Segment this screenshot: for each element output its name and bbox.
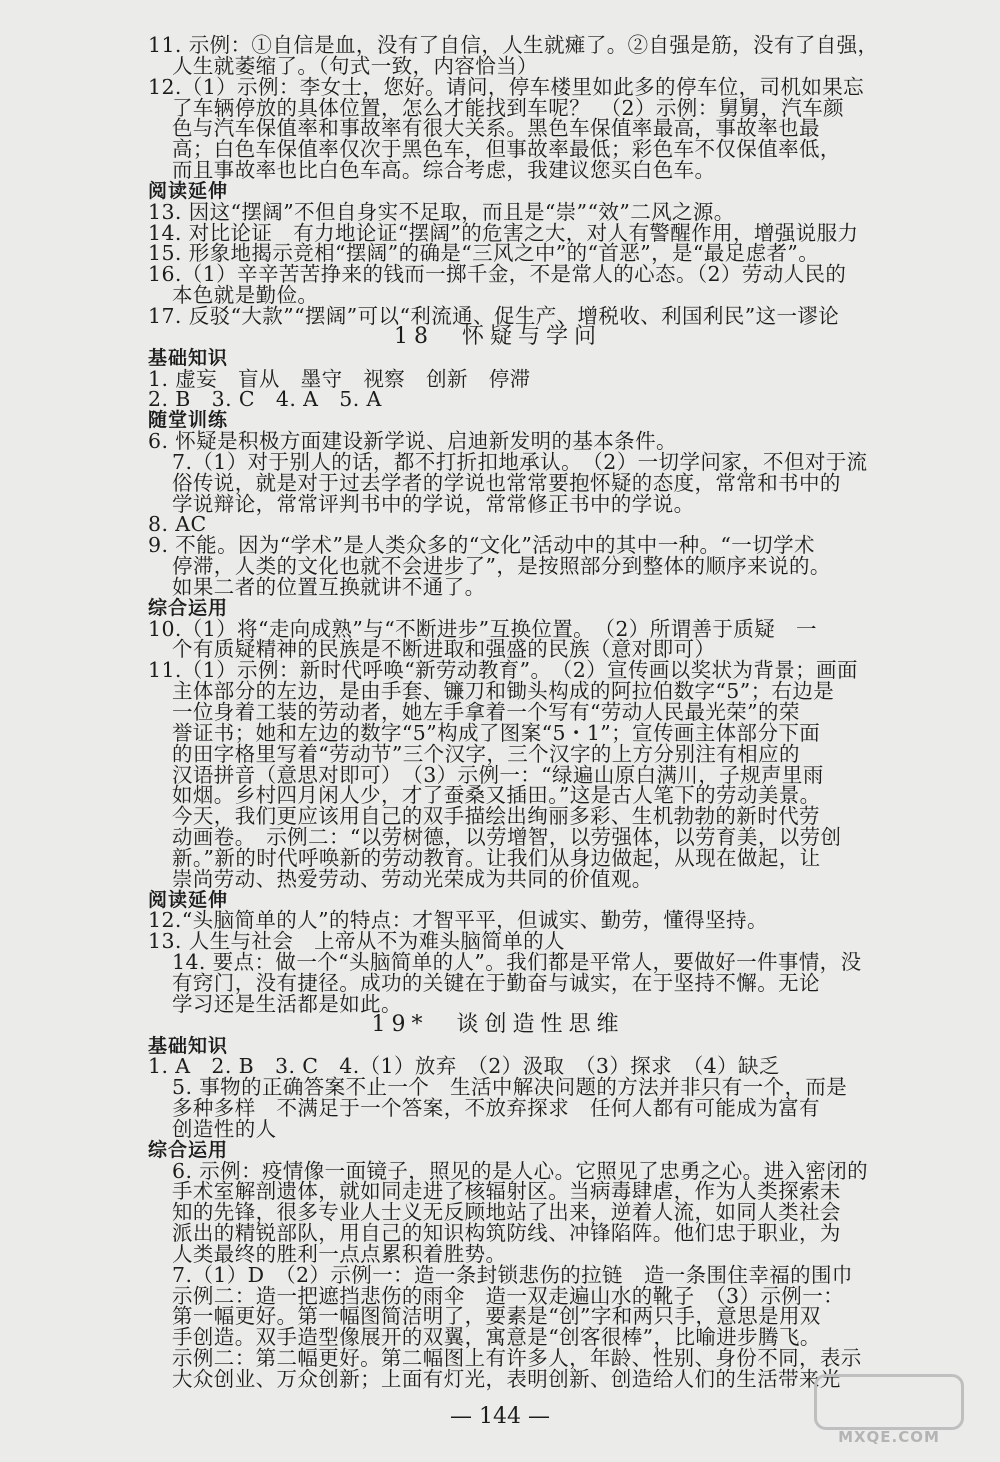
answer-line: 手创造。双手造型像展开的双翼，寓意是“创客很棒”，比喻进步腾飞。 — [172, 1325, 821, 1350]
subsection-heading: 阅读延伸 — [148, 888, 229, 911]
answer-line: 6. 示例：疫情像一面镜子，照见的是人心。它照见了忠勇之心。进入密闭的 — [172, 1158, 869, 1183]
answer-line: 示例二：造一把遮挡悲伤的雨伞 造一双走遍山水的靴子 （3）示例一： — [172, 1283, 844, 1308]
answer-line: 5. 事物的正确答案不止一个 生活中解决问题的方法并非只有一个，而是 — [172, 1075, 848, 1100]
answer-line: 了车辆停放的具体位置，怎么才能找到车呢？ （2）示例：舅舅，汽车颜 — [172, 95, 844, 120]
answer-line: 今天，我们更应该用自己的双手描绘出绚丽多彩、生机勃勃的新时代劳 — [172, 804, 820, 829]
answer-line: 13. 因这“摆阔”不但自身实不足取，而且是“崇”“效”二风之源。 — [148, 199, 735, 224]
answer-line: 有窍门，没有捷径。成功的关键在于勤奋与诚实，在于坚持不懈。无论 — [172, 970, 820, 995]
answer-line: 人生就萎缩了。（句式一致，内容恰当） — [172, 53, 538, 78]
subsection-heading: 综合运用 — [148, 596, 229, 619]
answer-line: 如果二者的位置互换就讲不通了。 — [172, 574, 486, 599]
answer-line: 个有质疑精神的民族是不断进取和强盛的民族（意对即可） — [172, 637, 716, 662]
answer-line: 知的先锋，很多专业人士义无反顾地站了出来，逆着人流，如同人类社会 — [172, 1200, 841, 1225]
answer-line: 动画卷。 示例二：“以劳树德，以劳增智，以劳强体，以劳育美，以劳创 — [172, 825, 842, 850]
answer-line: 创造性的人 — [172, 1116, 277, 1141]
answer-line: 13. 人生与社会 上帝从不为难头脑简单的人 — [148, 929, 565, 954]
answer-line: 1. A 2. B 3. C 4.（1）放弃 （2）汲取 （3）探求 （4）缺乏 — [148, 1054, 780, 1079]
subsection-heading: 随堂训练 — [148, 409, 229, 432]
answer-line: 本色就是勤俭。 — [172, 283, 319, 308]
answer-line: 7.（1）D （2）示例一：造一条封锁悲伤的拉链 造一条围住幸福的围巾 — [172, 1262, 853, 1287]
answer-line: 一位身着工装的劳动者，她左手拿着一个写有“劳动人民最光荣”的荣 — [172, 700, 800, 724]
answer-line: 手术室解剖遗体，就如同走进了核辐射区。当病毒肆虐，作为人类探索未 — [172, 1179, 841, 1204]
answer-line: 16.（1）辛辛苦苦挣来的钱而一掷千金，不是常人的心态。（2）劳动人民的 — [148, 262, 847, 287]
answer-line: 俗传说，就是对于过去学者的学说也常常要抱怀疑的态度，常常和书中的 — [172, 470, 841, 495]
answer-line: 学说辩论，常常评判书中的学说，常常修正书中的学说。 — [172, 491, 695, 516]
answer-line: 17. 反驳“大款”“摆阔”可以“利流通、促生产、增税收、利国利民”这一谬论 — [148, 303, 840, 328]
answer-line: 1. 虚妄 盲从 墨守 视察 创新 停滞 — [148, 366, 531, 391]
section-title: 19* 谈创造性思维 — [371, 1011, 625, 1037]
answer-line: 12.“头脑简单的人”的特点：才智平平，但诚实、勤劳，懂得坚持。 — [148, 908, 768, 933]
watermark-url: MXQE.COM — [838, 1428, 940, 1446]
answer-line: 7.（1）对于别人的话，都不打折扣地承认。 （2）一切学问家，不但对于流 — [172, 449, 868, 474]
answer-line: 停滞，人类的文化也就不会进步了”，是按照部分到整体的顺序来说的。 — [172, 554, 831, 579]
answer-line: 11.（1）示例：新时代呼唤“新劳动教育”。 （2）宣传画以奖状为背景；画面 — [148, 658, 858, 683]
answer-line: 15. 形象地揭示竞相“摆阔”的确是“三风之中”的“首恶”，是“最足虑者”。 — [148, 241, 820, 266]
answer-line: 14. 要点：做一个“头脑简单的人”。我们都是平常人，要做好一件事情，没 — [172, 950, 862, 975]
answer-line: 11. 示例：①自信是血，没有了自信，人生就瘫了。②自强是筋，没有了自强， — [148, 33, 879, 57]
page-number: — 144 — — [450, 1404, 550, 1429]
answer-line: 汉语拼音（意思对即可） （3）示例一：“绿遍山原白满川，子规声里雨 — [172, 762, 824, 787]
subsection-heading: 阅读延伸 — [148, 179, 229, 202]
answer-line: 14. 对比论证 有力地论证“摆阔”的危害之大，对人有警醒作用，增强说服力 — [148, 220, 859, 245]
answer-line: 主体部分的左边，是由手套、镰刀和锄头构成的阿拉伯数字“5”；右边是 — [172, 679, 835, 704]
answer-line: 崇尚劳动、热爱劳动、劳动光荣成为共同的价值观。 — [172, 866, 653, 891]
answer-line: 派出的精锐部队，用自己的知识构筑防线、冲锋陷阵。他们忠于职业，为 — [172, 1221, 841, 1246]
answer-line: 12.（1）示例：李女士，您好。请问，停车楼里如此多的停车位，司机如果忘 — [148, 74, 865, 99]
watermark — [814, 1374, 964, 1444]
answer-line: 2. B 3. C 4. A 5. A — [148, 387, 382, 412]
answer-line: 新。”新的时代呼唤新的劳动教育。让我们从身边做起，从现在做起，让 — [172, 845, 821, 870]
section-title: 18 怀疑与学问 — [394, 323, 602, 349]
answer-line: 示例二：第二幅更好。第二幅图上有许多人，年龄、性别、身份不同，表示 — [172, 1346, 862, 1371]
answer-line: 6. 怀疑是积极方面建设新学说、启迪新发明的基本条件。 — [148, 429, 677, 454]
answer-line: 第一幅更好。第一幅图简洁明了，要素是“创”字和两只手，意思是用双 — [172, 1304, 821, 1329]
answer-line: 色与汽车保值率和事故率有很大关系。黑色车保值率最高，事故率也最 — [172, 116, 820, 141]
answer-line: 8. AC — [148, 512, 207, 537]
answer-line: 如烟。乡村四月闲人少，才了蚕桑又插田。”这是古人笔下的劳动美景。 — [172, 783, 821, 808]
answer-line: 学习还是生活都是如此。 — [172, 991, 402, 1016]
answer-line: 誉证书；她和左边的数字“5”构成了图案“5・1”；宣传画主体部分下面 — [172, 720, 821, 745]
subsection-heading: 基础知识 — [148, 346, 229, 369]
answer-line: 9. 不能。因为“学术”是人类众多的“文化”活动中的其中一种。“一切学术 — [148, 533, 815, 558]
subsection-heading: 综合运用 — [148, 1138, 229, 1161]
answer-line: 而且事故率也比白色车高。综合考虑，我建议您买白色车。 — [172, 158, 716, 183]
answer-line: 大众创业、万众创新；上面有灯光，表明创新、创造给人们的生活带来光 — [172, 1367, 841, 1391]
answer-line: 10.（1）将“走向成熟”与“不断进步”互换位置。 （2）所谓善于质疑 一 — [148, 616, 817, 641]
answer-line: 人类最终的胜利一点点累积着胜势。 — [172, 1241, 507, 1266]
answer-site-logo-icon — [814, 1374, 964, 1430]
answer-line: 多种多样 不满足于一个答案，不放弃探求 任何人都有可能成为富有 — [172, 1096, 820, 1121]
answer-line: 高；白色车保值率仅次于黑色车，但事故率最低；彩色车不仅保值率低， — [172, 137, 841, 162]
subsection-heading: 基础知识 — [148, 1034, 229, 1057]
answer-line: 的田字格里写着“劳动节”三个汉字，三个汉字的上方分别注有相应的 — [172, 741, 800, 766]
